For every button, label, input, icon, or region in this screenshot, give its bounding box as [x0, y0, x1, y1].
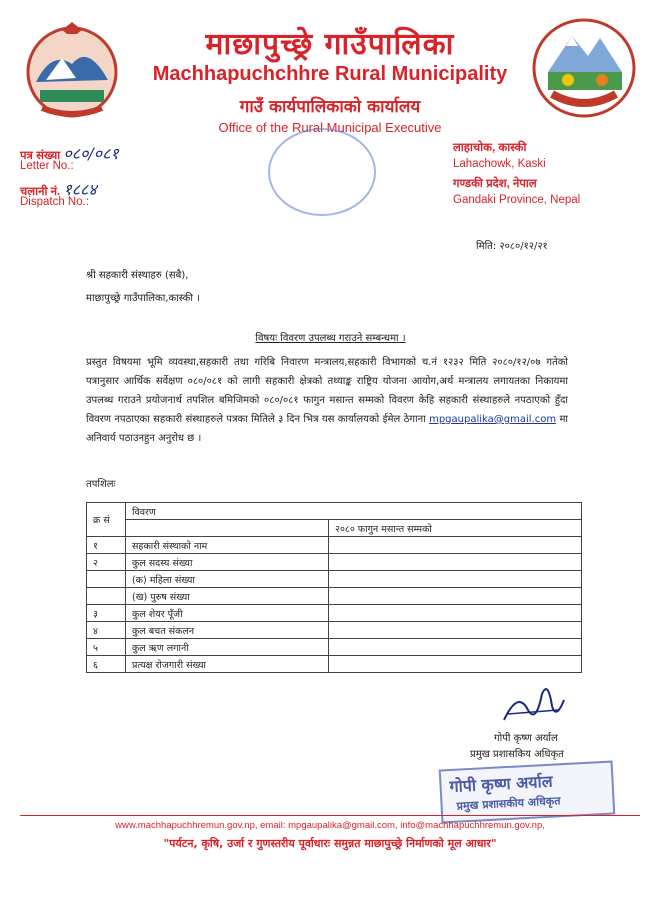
table-row [87, 622, 582, 639]
table-row [87, 537, 582, 554]
row-sn [87, 588, 126, 605]
nepal-emblem-icon [22, 20, 122, 120]
row-desc: (क) महिला संख्या [126, 571, 329, 588]
tapshil-label: तपशिलः [86, 479, 116, 490]
letter-no-value: ०८०/०८१ [63, 144, 119, 163]
row-sn [87, 571, 126, 588]
stamp-name: गोपी कृष्ण अर्याल [449, 771, 553, 797]
table-row [87, 588, 582, 605]
table-row [87, 605, 582, 622]
province-nepali: गण्डकी प्रदेश, नेपाल [453, 178, 537, 190]
body-tail: मा अनिवार्य पठाउनहुन अनुरोध छ । [86, 414, 569, 444]
row-sn: २ [87, 554, 126, 571]
address-nepali: लाहाचोक, कास्की [453, 142, 527, 154]
row-desc: कुल बचत संकलन [126, 622, 329, 639]
dispatch-no-value: १८८४ [63, 180, 97, 199]
row-sn: १ [87, 537, 126, 554]
header-desc-blank [126, 520, 329, 537]
header-desc: विवरण [126, 503, 582, 520]
signatory-name: गोपी कृष्ण अर्याल [494, 733, 558, 744]
recipient-line-2: माछापुच्छ्रे गाउँपालिका,कास्की । [86, 293, 200, 304]
signatory-designation: प्रमुख प्रशासकिय अधिकृत [470, 749, 564, 760]
table-row [87, 656, 582, 673]
header-sn: क्र सं [87, 503, 126, 537]
municipality-name-english: Machhapuchchhre Rural Municipality [152, 63, 508, 85]
province-english: Gandaki Province, Nepal [453, 194, 581, 206]
row-sn: ६ [87, 656, 126, 673]
footer-divider [20, 815, 640, 816]
row-value[interactable] [329, 656, 582, 673]
dispatch-no-label-english: Dispatch No.: [20, 196, 90, 208]
row-value[interactable] [329, 639, 582, 656]
row-desc: कुल ऋण लगानी [126, 639, 329, 656]
row-desc: प्रत्यक्ष रोजगारी संख्या [126, 656, 329, 673]
letter-date: मिति: २०८०/१२/२१ [476, 241, 548, 252]
details-table [86, 502, 582, 673]
email-link[interactable]: mpgaupalika@gmail.com [429, 414, 557, 425]
office-name-english: Office of the Rural Municipal Executive [218, 120, 442, 135]
recipient-line-1: श्री सहकारी संस्थाहरु (सबै), [86, 270, 189, 281]
header-period: २०८० फागुन मसान्त सम्मको [329, 520, 582, 537]
row-desc: कुल सदस्य संख्या [126, 554, 329, 571]
address-english: Lahachowk, Kaski [453, 158, 546, 170]
municipality-name-nepali: माछापुच्छ्रे गाउँपालिका [205, 27, 455, 62]
row-sn: ३ [87, 605, 126, 622]
municipality-logo-icon [528, 16, 640, 120]
body-text: प्रस्तुत विषयमा भूमि व्यवस्था,सहकारी तथा गरिबि निवारण मन्त्रालय,सहकारी विभागको च.नं १२३२ मिति २०८०/१२/०७ गतेको पत्रानुसार आर्थिक सर्वेक्षण ०८०/०८१ को लागी सहकारी क्षेत्रको तथ्याङ्क राष्ट्रिय योजना आयोग,अर्थ मन्त्रालय लगायतका निकायमा उपलब्ध गराउने प्रयोजनार्थ तपशिल बमिजिमको ०८०/०८१ फागुन मसान्त सम्मको विवरण केहि सहकारी संस्थाहरुले नपठाएको हुँदा विवरण नपठाएका सहकारी संस्थाहरुले पत्रका मितिले ३ दिन भित्र यस कार्यालयको ईमेल ठेगाना [86, 357, 568, 425]
row-value[interactable] [329, 622, 582, 639]
footer-contacts: www.machhapuchhremun.gov.np, email: mpgaupalika@gmail.com, info@machhapuchhremun.gov.np, [115, 820, 545, 831]
row-sn: ५ [87, 639, 126, 656]
row-desc: कुल शेयर पूँजी [126, 605, 329, 622]
row-desc: (ख) पुरुष संख्या [126, 588, 329, 605]
letter-no-label-english: Letter No.: [20, 160, 74, 172]
row-value[interactable] [329, 588, 582, 605]
row-value[interactable] [329, 571, 582, 588]
row-value[interactable] [329, 537, 582, 554]
letter-no-label-nepali: पत्र संख्या [20, 150, 61, 162]
table-header-row [87, 503, 582, 520]
table-row [87, 571, 582, 588]
row-desc: सहकारी संस्थाको नाम [126, 537, 329, 554]
body-paragraph [86, 353, 568, 448]
stamp-designation: प्रमुख प्रशासकीय अधिकृत [456, 794, 561, 813]
table-row [87, 554, 582, 571]
subject-line: विषयः विवरण उपलब्ध गराउने सम्बन्धमा । [255, 333, 406, 344]
row-value[interactable] [329, 554, 582, 571]
footer-motto: "पर्यटन, कृषि, उर्जा र गुणस्तरीय पूर्वाधारः समुन्नत माछापुच्छ्रे निर्माणको मूल आधार" [163, 837, 497, 850]
row-value[interactable] [329, 605, 582, 622]
table-subheader-row [87, 520, 582, 537]
table-row [87, 639, 582, 656]
office-name-nepali: गाउँ कार्यपालिकाको कार्यालय [239, 97, 421, 117]
signature-icon [498, 680, 568, 730]
office-round-stamp [268, 128, 376, 216]
row-sn: ४ [87, 622, 126, 639]
dispatch-no-label-nepali: चलानी नं. [20, 186, 61, 198]
